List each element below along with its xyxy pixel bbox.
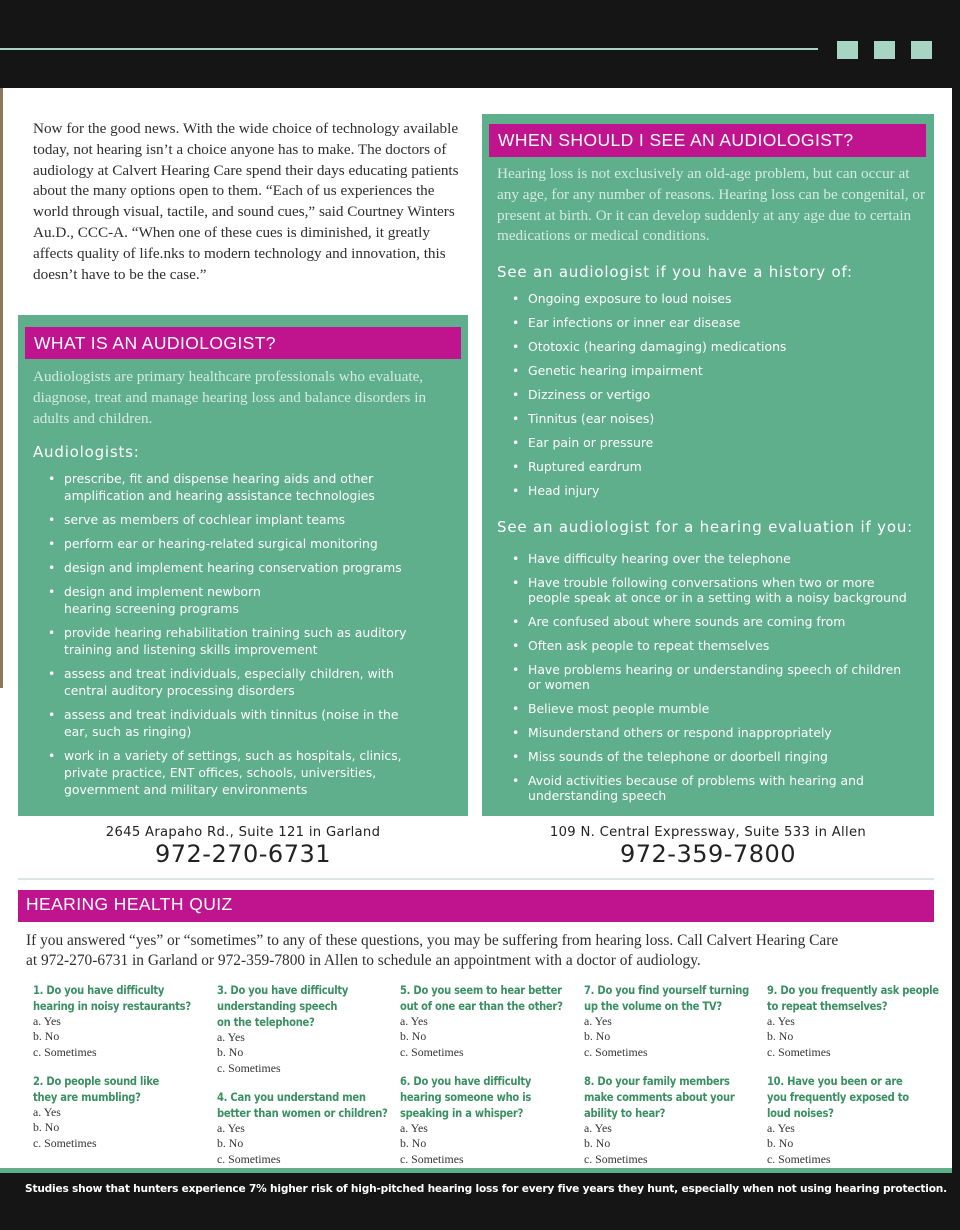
left-accent-line (0, 88, 3, 688)
question-text: 3. Do you have difficulty understanding speech on the telephone? (217, 983, 349, 1029)
option-no[interactable]: b. No (584, 1136, 611, 1151)
option-yes[interactable]: a. Yes (584, 1121, 612, 1135)
list-item: • Have difficulty hearing over the telephone (512, 551, 912, 566)
footer-fact: Studies show that hunters experience 7% higher risk of high-pitched hearing loss for every five years they hunt, especially when not using hearing protection. (25, 1183, 947, 1195)
list-item: • Are confused about where sounds are coming from (512, 614, 912, 629)
list-item: • Have trouble following conversations when two or more people speak at once or in a setting with a noisy background (512, 575, 912, 605)
quiz-intro: If you answered “yes” or “sometimes” to any of these questions, you may be suffering from hearing loss. Call Calvert Hearing Care at 972-270-6731 in Garland or 972-359-7800 in Allen to schedule an appointment with a doctor of audiology. (26, 932, 839, 969)
option-no[interactable]: b. No (217, 1045, 244, 1060)
list-item: • Ear infections or inner ear disease (512, 314, 912, 331)
list-item: • Ruptured eardrum (512, 458, 912, 475)
quiz-question-1 (33, 982, 208, 1060)
footer-bar (0, 1173, 960, 1230)
what-is-audiologist-heading: WHAT IS AN AUDIOLOGIST? (25, 327, 461, 359)
quiz-question-10 (767, 1073, 942, 1167)
quiz-question-8 (584, 1073, 759, 1167)
quiz-question-7 (584, 982, 759, 1060)
list-item: • Miss sounds of the telephone or doorbell ringing (512, 749, 912, 764)
history-subheading: See an audiologist if you have a history of: (497, 263, 853, 281)
header-square-2 (874, 41, 895, 59)
list-item: • Believe most people mumble (512, 701, 912, 716)
question-text: 4. Can you understand men better than women or children? (217, 1090, 388, 1120)
garland-phone[interactable]: 972-270-6731 (154, 840, 331, 868)
quiz-question-6 (400, 1073, 575, 1167)
allen-phone[interactable]: 972-359-7800 (619, 840, 796, 868)
quiz-question-2 (33, 1073, 208, 1151)
question-text: 1. Do you have difficulty hearing in noisy restaurants? (33, 983, 191, 1013)
list-item: • Misunderstand others or respond inappropriately (512, 725, 912, 740)
audiologists-subheading: Audiologists: (33, 443, 140, 461)
evaluation-list (512, 551, 912, 812)
list-item: • work in a variety of settings, such as hospitals, clinics, private practice, ENT offices, schools, universities, government and military environments (48, 747, 408, 798)
list-item: • Tinnitus (ear noises) (512, 410, 912, 427)
option-no[interactable]: b. No (767, 1136, 794, 1151)
option-no[interactable]: b. No (33, 1120, 60, 1135)
option-no[interactable]: b. No (400, 1136, 427, 1151)
option-yes[interactable]: a. Yes (400, 1014, 428, 1028)
list-item: • Avoid activities because of problems with hearing and understanding speech (512, 773, 912, 803)
list-item: • Head injury (512, 482, 912, 499)
garland-address: 2645 Arapaho Rd., Suite 121 in Garland (105, 825, 381, 840)
list-item: • Often ask people to repeat themselves (512, 638, 912, 653)
quiz-question-4 (217, 1089, 392, 1167)
header-square-1 (837, 41, 858, 59)
when-to-see-panel (482, 114, 934, 816)
option-sometimes[interactable]: c. Sometimes (400, 1151, 464, 1166)
quiz-question-3 (217, 982, 392, 1076)
option-sometimes[interactable]: c. Sometimes (33, 1044, 97, 1059)
question-text: 5. Do you seem to hear better out of one ear than the other? (400, 983, 563, 1013)
quiz-question-9 (767, 982, 942, 1060)
list-item: • serve as members of cochlear implant teams (48, 511, 408, 528)
list-item: • Genetic hearing impairment (512, 362, 912, 379)
question-text: 8. Do your family members make comments about your ability to hear? (584, 1074, 735, 1120)
option-sometimes[interactable]: c. Sometimes (584, 1151, 648, 1166)
option-yes[interactable]: a. Yes (33, 1105, 61, 1119)
list-item: • Ongoing exposure to loud noises (512, 290, 912, 307)
header-bar (0, 0, 960, 88)
question-text: 7. Do you find yourself turning up the volume on the TV? (584, 983, 749, 1013)
option-sometimes[interactable]: c. Sometimes (767, 1151, 831, 1166)
option-yes[interactable]: a. Yes (217, 1030, 245, 1044)
allen-address-block (482, 825, 934, 868)
list-item: • design and implement newborn hearing screening programs (48, 583, 308, 617)
divider (18, 878, 934, 880)
list-item: • Ear pain or pressure (512, 434, 912, 451)
garland-address-block (18, 825, 468, 868)
option-sometimes[interactable]: c. Sometimes (584, 1044, 648, 1059)
list-item: • prescribe, fit and dispense hearing aids and other amplification and hearing assistance technologies (48, 470, 408, 504)
option-yes[interactable]: a. Yes (217, 1121, 245, 1135)
list-item: • design and implement hearing conservation programs (48, 559, 408, 576)
option-yes[interactable]: a. Yes (767, 1014, 795, 1028)
when-to-see-intro: Hearing loss is not exclusively an old-age problem, but can occur at any age, for any number of reasons. Hearing loss can be congenital, or present at birth. Or it can develop suddenly at any age due to certain medications or medical conditions. (497, 165, 926, 245)
option-yes[interactable]: a. Yes (584, 1014, 612, 1028)
option-sometimes[interactable]: c. Sometimes (767, 1044, 831, 1059)
list-item: • assess and treat individuals, especially children, with central auditory processing disorders (48, 665, 408, 699)
option-no[interactable]: b. No (584, 1029, 611, 1044)
option-no[interactable]: b. No (33, 1029, 60, 1044)
header-rule (0, 48, 818, 50)
question-text: 9. Do you frequently ask people to repeat themselves? (767, 983, 939, 1013)
option-yes[interactable]: a. Yes (767, 1121, 795, 1135)
header-square-3 (911, 41, 932, 59)
list-item: • perform ear or hearing-related surgical monitoring (48, 535, 408, 552)
option-no[interactable]: b. No (400, 1029, 427, 1044)
option-sometimes[interactable]: c. Sometimes (217, 1151, 281, 1166)
option-no[interactable]: b. No (767, 1029, 794, 1044)
question-text: 2. Do people sound like they are mumbling? (33, 1074, 159, 1104)
allen-address: 109 N. Central Expressway, Suite 533 in Allen (549, 825, 867, 840)
option-yes[interactable]: a. Yes (400, 1121, 428, 1135)
list-item: • Ototoxic (hearing damaging) medications (512, 338, 912, 355)
option-no[interactable]: b. No (217, 1136, 244, 1151)
option-yes[interactable]: a. Yes (33, 1014, 61, 1028)
list-item: • Have problems hearing or understanding speech of children or women (512, 662, 912, 692)
option-sometimes[interactable]: c. Sometimes (217, 1060, 281, 1075)
quiz-heading: HEARING HEALTH QUIZ (18, 890, 934, 922)
quiz-question-5 (400, 982, 575, 1060)
list-item: • Dizziness or vertigo (512, 386, 912, 403)
list-item: • provide hearing rehabilitation training such as auditory training and listening skills improvement (48, 624, 408, 658)
what-is-audiologist-panel (18, 315, 468, 816)
intro-paragraph: Now for the good news. With the wide choice of technology available today, not hearing isn’t a choice anyone has to make. The doctors of audiology at Calvert Hearing Care spend their days educating patients about the many options open to them. “Each of us experiences the world through visual, tactile, and sound cues,” said Courtney Winters Au.D., CCC-A. “When one of these cues is diminished, it greatly affects quality of life.nks to modern technology and innovation, this doesn’t have to be the case.” (33, 120, 459, 283)
question-text: 6. Do you have difficulty hearing someone who is speaking in a whisper? (400, 1074, 532, 1120)
what-is-audiologist-intro: Audiologists are primary healthcare professionals who evaluate, diagnose, treat and manage hearing loss and balance disorders in adults and children. (33, 368, 427, 427)
option-sometimes[interactable]: c. Sometimes (33, 1135, 97, 1150)
option-sometimes[interactable]: c. Sometimes (400, 1044, 464, 1059)
evaluation-subheading: See an audiologist for a hearing evaluation if you: (497, 518, 913, 536)
when-to-see-heading: WHEN SHOULD I SEE AN AUDIOLOGIST? (489, 124, 926, 157)
right-edge-bar (952, 0, 960, 1230)
history-list (512, 290, 912, 506)
question-text: 10. Have you been or are you frequently exposed to loud noises? (767, 1074, 909, 1120)
audiologist-duties-list (48, 470, 408, 805)
list-item: • assess and treat individuals with tinnitus (noise in the ear, such as ringing) (48, 706, 408, 740)
